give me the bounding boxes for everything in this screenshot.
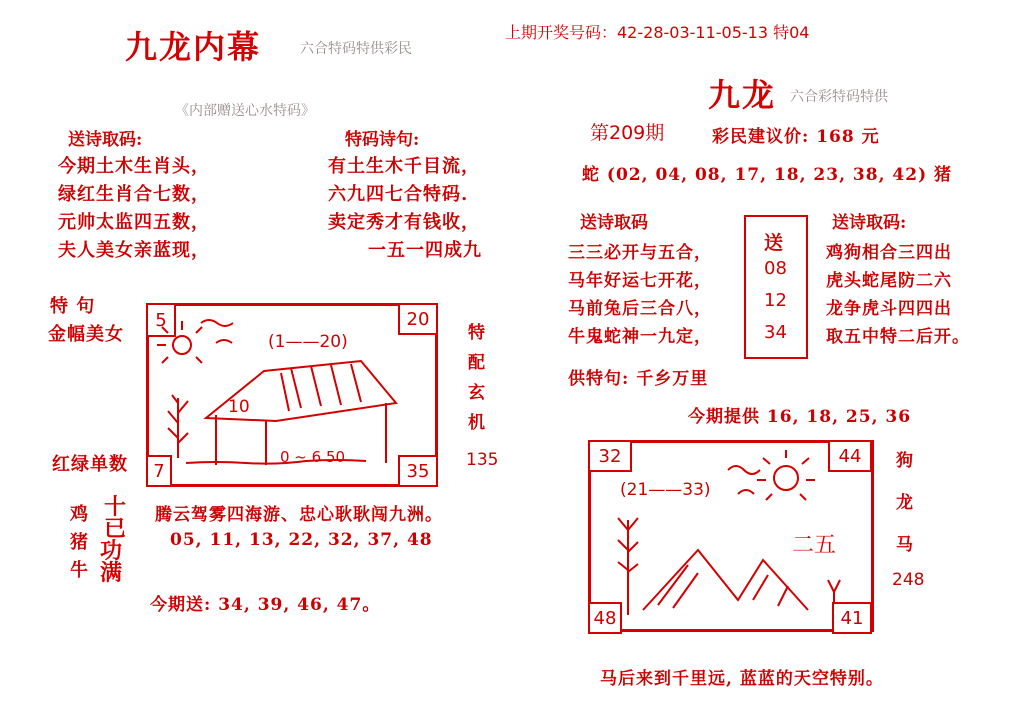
- big-phrase-2: 已: [104, 516, 127, 542]
- provide-line: 今期提供 16, 18, 25, 36: [688, 407, 912, 427]
- poem-line-2: 绿红生肖合七数，: [58, 184, 210, 205]
- send-box-label: 送: [764, 232, 785, 254]
- left-pic-ground: 0 ~ 6 50: [280, 448, 346, 466]
- big-phrase-3: 功: [100, 538, 123, 564]
- right-poem-left-4: 牛鬼蛇神一九定，: [568, 327, 712, 347]
- right-pic-inner: (21——33): [620, 480, 711, 500]
- left-vertical-number: 135: [466, 450, 499, 470]
- poem-line-1: 今期土木生肖头，: [58, 156, 210, 177]
- poem-heading: 送诗取码:: [68, 130, 143, 150]
- right-pic-corner-tr: 44: [828, 440, 872, 472]
- right-pic-corner-bl: 48: [588, 602, 622, 634]
- right-poem-left-1: 三三必开与五合，: [568, 243, 712, 263]
- special-heading: 特码诗句:: [345, 130, 420, 150]
- left-vertical-4: 机: [468, 413, 485, 433]
- red-green-label: 红绿单数: [52, 454, 128, 475]
- right-pic-corner-br: 41: [832, 602, 872, 634]
- zodiac-1: 鸡: [70, 504, 89, 525]
- right-pic-corner-tl: 32: [588, 440, 632, 472]
- snake-line: 蛇 (02, 04, 08, 17, 18, 23, 38, 42) 猪: [582, 165, 953, 185]
- left-pic-corner-tr: 20: [398, 303, 438, 335]
- right-pic-text: 二五: [792, 533, 837, 558]
- zodiac-3: 牛: [70, 560, 89, 581]
- left-vertical-1: 特: [468, 323, 485, 343]
- special-phrase: 供特句: 千乡万里: [568, 369, 709, 389]
- send-box-num-1: 08: [764, 258, 787, 279]
- left-vertical-3: 玄: [468, 383, 485, 403]
- left-pic-corner-br: 35: [398, 455, 438, 487]
- left-pic-corner-bl: 7: [146, 455, 172, 487]
- right-poem-right-3: 龙争虎斗四四出: [826, 299, 952, 319]
- te-ju-label: 特 句: [50, 296, 96, 317]
- right-vertical-number: 248: [892, 570, 925, 590]
- right-title-sub: 六合彩特码特供: [790, 89, 888, 105]
- right-poem-right-4: 取五中特二后开。: [826, 327, 970, 347]
- send-box-num-2: 12: [764, 290, 787, 311]
- left-verse: 腾云驾雾四海游、忠心耿耿闯九洲。: [155, 505, 443, 525]
- left-title-sub: 六合特码特供彩民: [300, 41, 412, 57]
- te-ju-value: 金幅美女: [48, 324, 124, 345]
- send-box-num-3: 34: [764, 322, 787, 343]
- left-send: 今期送: 34, 39, 46, 47。: [150, 595, 381, 615]
- left-pic-house-num: 10: [228, 397, 250, 417]
- price: 彩民建议价: 168 元: [712, 127, 880, 147]
- poem-line-4: 夫人美女亲蓝现，: [58, 240, 210, 261]
- special-line-3: 卖定秀才有钱收，: [328, 212, 480, 233]
- right-poem-left-2: 马年好运七开花，: [568, 271, 712, 291]
- right-footer: 马后来到千里远, 蓝蓝的天空特别。: [600, 669, 884, 689]
- last-draw: 上期开奖号码：42-28-03-11-05-13 特04: [505, 23, 810, 42]
- poem-line-3: 元帅太监四五数，: [58, 212, 210, 233]
- right-vertical-2: 龙: [896, 493, 913, 513]
- left-title: 九龙内幕: [125, 28, 262, 66]
- zodiac-2: 猪: [70, 532, 89, 553]
- left-subtitle: 《内部赠送心水特码》: [175, 103, 315, 119]
- right-vertical-1: 狗: [896, 451, 913, 471]
- right-poem-right-2: 虎头蛇尾防二六: [826, 271, 952, 291]
- right-poem-heading-left: 送诗取码: [580, 213, 648, 233]
- issue-number: 第209期: [590, 122, 665, 144]
- right-poem-heading-right: 送诗取码:: [832, 213, 907, 233]
- left-pic-corner-tl: 5: [146, 303, 176, 337]
- left-vertical-2: 配: [468, 353, 485, 373]
- special-line-2: 六九四七合特码.: [328, 184, 469, 205]
- big-phrase-4: 满: [100, 560, 123, 586]
- special-line-1: 有土生木千目流，: [328, 156, 480, 177]
- right-vertical-3: 马: [896, 535, 913, 555]
- right-title: 九龙: [708, 76, 777, 114]
- left-pic-inner: (1——20): [268, 332, 348, 352]
- right-poem-left-3: 马前兔后三合八，: [568, 299, 712, 319]
- right-poem-right-1: 鸡狗相合三四出: [826, 243, 952, 263]
- left-numbers: 05, 11, 13, 22, 32, 37, 48: [170, 530, 433, 550]
- special-line-4: 一五一四成九: [368, 240, 482, 261]
- big-phrase-1: 十: [104, 494, 127, 520]
